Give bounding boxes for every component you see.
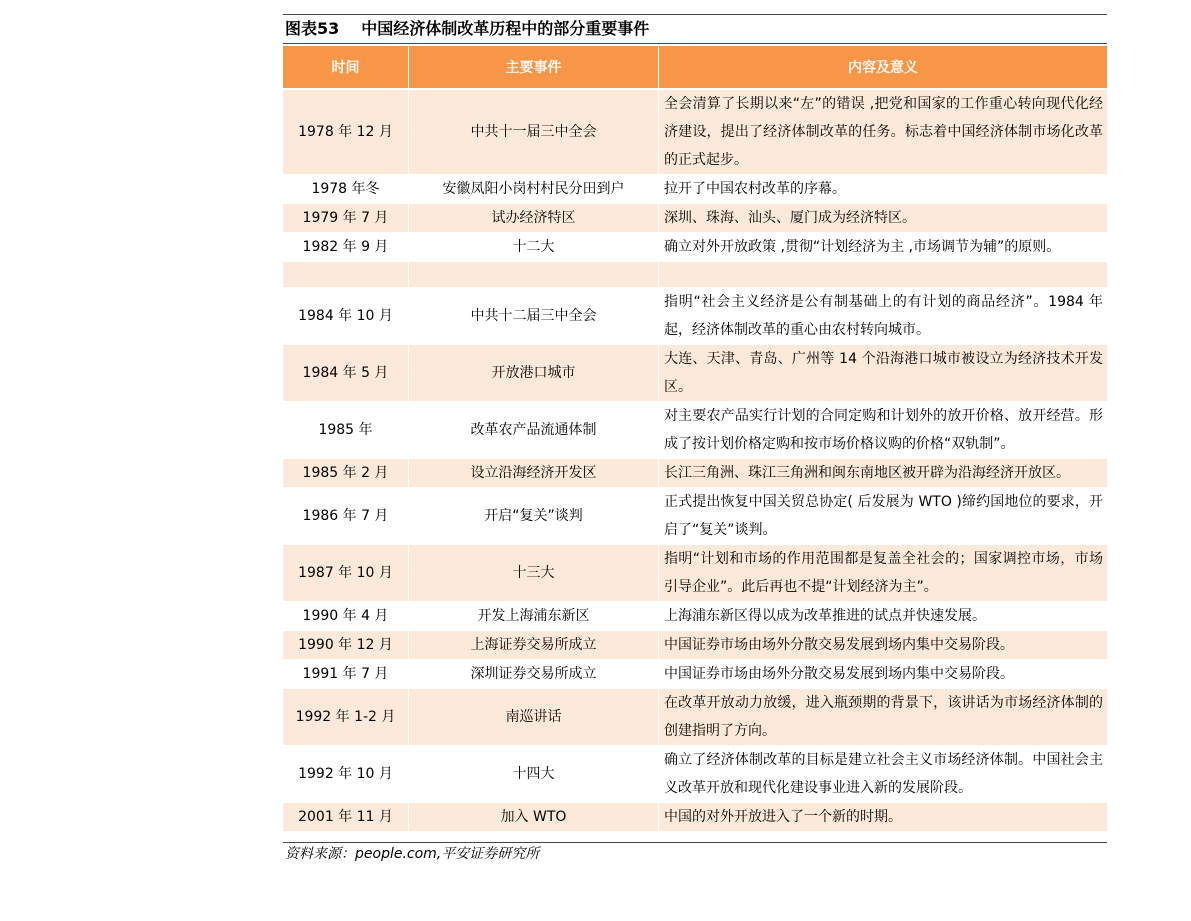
cell-event: 十三大 (409, 545, 659, 602)
cell-event: 开发上海浦东新区 (409, 602, 659, 631)
cell-meaning: 对主要农产品实行计划的合同定购和计划外的放开价格、放开经营。形成了按计划价格定购和按市场价格议购的价格“双轨制”。 (659, 402, 1107, 459)
cell-event: 中共十二届三中全会 (409, 288, 659, 345)
cell-event: 加入 WTO (409, 803, 659, 832)
table-row (283, 803, 1107, 832)
cell-time: 1986 年 7 月 (283, 488, 409, 545)
table-row (283, 488, 1107, 545)
table-row (283, 288, 1107, 345)
cell-event: 安徽凤阳小岗村村民分田到户 (409, 175, 659, 204)
cell-meaning: 中国证券市场由场外分散交易发展到场内集中交易阶段。 (659, 631, 1107, 660)
table-row (283, 402, 1107, 459)
cell-event: 开放港口城市 (409, 345, 659, 402)
cell-time: 1979 年 7 月 (283, 204, 409, 233)
cell-meaning: 中国的对外开放进入了一个新的时期。 (659, 803, 1107, 832)
cell-meaning: 确立对外开放政策 ,贯彻“计划经济为主 ,市场调节为辅”的原则。 (659, 233, 1107, 262)
cell-meaning: 指明“社会主义经济是公有制基础上的有计划的商品经济”。1984 年起，经济体制改革的重心由农村转向城市。 (659, 288, 1107, 345)
table-row (283, 90, 1107, 175)
cell-event: 深圳证券交易所成立 (409, 660, 659, 689)
cell-event: 改革农产品流通体制 (409, 402, 659, 459)
cell-time: 2001 年 11 月 (283, 803, 409, 832)
header-time: 时间 (283, 46, 409, 90)
cell-time (283, 262, 409, 288)
cell-time: 1992 年 1-2 月 (283, 689, 409, 746)
cell-meaning: 深圳、珠海、汕头、厦门成为经济特区。 (659, 204, 1107, 233)
table-body (283, 90, 1107, 832)
table-row (283, 660, 1107, 689)
cell-meaning: 指明“计划和市场的作用范围都是复盖全社会的；国家调控市场，市场引导企业”。此后再也不提“计划经济为主”。 (659, 545, 1107, 602)
cell-meaning: 大连、天津、青岛、广州等 14 个沿海港口城市被设立为经济技术开发区。 (659, 345, 1107, 402)
cell-meaning: 中国证券市场由场外分散交易发展到场内集中交易阶段。 (659, 660, 1107, 689)
table-row (283, 345, 1107, 402)
document-page (283, 14, 1107, 865)
header-meaning: 内容及意义 (659, 46, 1107, 90)
table-row (283, 204, 1107, 233)
table-row (283, 459, 1107, 488)
cell-time: 1978 年 12 月 (283, 90, 409, 175)
cell-time: 1978 年冬 (283, 175, 409, 204)
cell-meaning: 确立了经济体制改革的目标是建立社会主义市场经济体制。中国社会主义改革开放和现代化建设事业进入新的发展阶段。 (659, 746, 1107, 803)
cell-event: 试办经济特区 (409, 204, 659, 233)
cell-meaning: 长江三角洲、珠江三角洲和闽东南地区被开辟为沿海经济开放区。 (659, 459, 1107, 488)
figure-number: 图表53 (285, 19, 340, 38)
cell-time: 1984 年 10 月 (283, 288, 409, 345)
cell-meaning: 全会清算了长期以来“左”的错误 ,把党和国家的工作重心转向现代化经济建设，提出了经济体制改革的任务。标志着中国经济体制市场化改革的正式起步。 (659, 90, 1107, 175)
table-header (283, 46, 1107, 90)
cell-meaning: 正式提出恢复中国关贸总协定( 后发展为 WTO )缔约国地位的要求，开启了“复关”谈判。 (659, 488, 1107, 545)
cell-time: 1991 年 7 月 (283, 660, 409, 689)
cell-time: 1987 年 10 月 (283, 545, 409, 602)
cell-event: 十二大 (409, 233, 659, 262)
cell-time: 1990 年 4 月 (283, 602, 409, 631)
cell-time: 1990 年 12 月 (283, 631, 409, 660)
cell-meaning (659, 262, 1107, 288)
cell-meaning: 上海浦东新区得以成为改革推进的试点并快速发展。 (659, 602, 1107, 631)
table-row (283, 631, 1107, 660)
cell-event: 十四大 (409, 746, 659, 803)
events-table (283, 46, 1107, 832)
cell-time: 1982 年 9 月 (283, 233, 409, 262)
cell-time: 1992 年 10 月 (283, 746, 409, 803)
table-row (283, 545, 1107, 602)
cell-time: 1985 年 2 月 (283, 459, 409, 488)
source-note: 资料来源：people.com,平安证券研究所 (285, 846, 540, 862)
table-row (283, 233, 1107, 262)
table-row (283, 262, 1107, 288)
cell-meaning: 在改革开放动力放缓，进入瓶颈期的背景下，该讲话为市场经济体制的创建指明了方向。 (659, 689, 1107, 746)
table-row (283, 175, 1107, 204)
cell-event: 南巡讲话 (409, 689, 659, 746)
cell-event: 开启“复关”谈判 (409, 488, 659, 545)
cell-event (409, 262, 659, 288)
cell-time: 1984 年 5 月 (283, 345, 409, 402)
cell-meaning: 拉开了中国农村改革的序幕。 (659, 175, 1107, 204)
header-row (283, 46, 1107, 90)
table-row (283, 689, 1107, 746)
figure-title-bar (283, 15, 1107, 44)
figure-title: 中国经济体制改革历程中的部分重要事件 (361, 19, 650, 38)
header-event: 主要事件 (409, 46, 659, 90)
cell-event: 上海证券交易所成立 (409, 631, 659, 660)
cell-event: 中共十一届三中全会 (409, 90, 659, 175)
table-row (283, 602, 1107, 631)
table-row (283, 746, 1107, 803)
cell-time: 1985 年 (283, 402, 409, 459)
cell-event: 设立沿海经济开发区 (409, 459, 659, 488)
